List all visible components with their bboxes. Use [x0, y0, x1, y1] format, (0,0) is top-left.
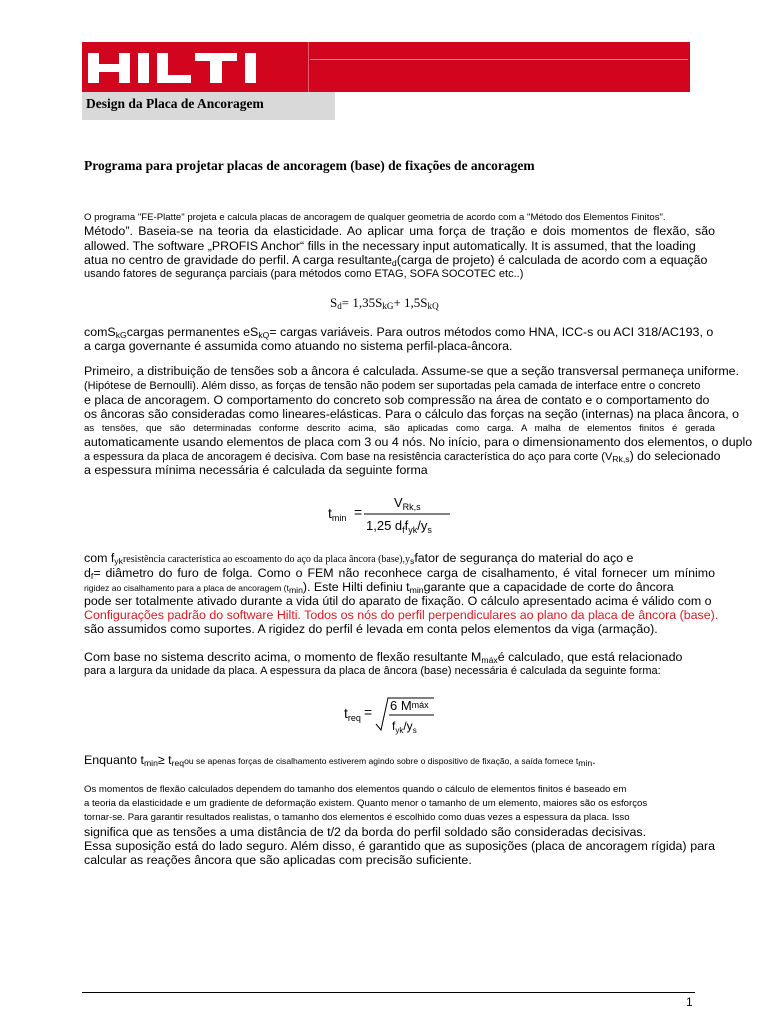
svg-text:1,25 dffyk/ys: 1,25 $d_ff_{yk}/y_s$	[366, 518, 432, 535]
p3-line-2: (Hipótese de Bernoulli). Além disso, as forças de tensão não podem ser suportadas pela camada de interface entre o concreto	[84, 380, 701, 392]
p4-line-1: com $f_{yk}resistência$ característica ao escoamento do aço da placa âncora $(base),y_sfator$ de segurança do material do aço e	[84, 551, 634, 566]
p7-line-5: Essa suposição está do lado seguro. Além disso, é garantido que as suposições (placa de ancoragem rígida) para	[84, 839, 715, 853]
p2-line-2: a carga governante é assumida como atuando no sistema perfil-placa-âncora.	[84, 339, 513, 353]
p1-line-3: allowed. The software „PROFIS Anchor“ fills in the necessary input automatically. It is assumed, that the loading	[84, 239, 696, 253]
p5-line-1: Com base no sistema descrito acima, o momento de flexão resultante $M_{máx}é$ calculado, que está relacionado	[84, 650, 683, 665]
p1-line-5: usando fatores de segurança parciais (para métodos como ETAG, SOFA SOCOTEC etc..)	[84, 268, 524, 280]
svg-text:=: =	[354, 504, 363, 520]
p3-line-8: a espessura mínima necessária é calculada da seguinte forma	[84, 463, 428, 477]
p4-line-5-highlight: Configurações padrão do software Hilti. Todos os nós do perfil perpendiculares ao plano da placa de âncora (base).	[84, 608, 719, 622]
p5-line-2: para a largura da unidade da placa. A espessura da placa de âncora (base) necessária é calculada da seguinte forma:	[84, 665, 661, 677]
hilti-logo	[88, 53, 278, 83]
p1-line-4: atua no centro de gravidade do perfil. A carga resultante$_d$(carga de projeto) é calculada de acordo com a equação	[84, 253, 708, 268]
equation-sd: $S_d= 1,35S_{kG}+ 1,5S_{kQ}$	[330, 295, 439, 311]
svg-text:treq: $t_{req}$	[344, 705, 361, 723]
footer-rule	[82, 992, 695, 993]
p3-line-3: e placa de ancoragem. O comportamento do concreto sob compressão na área de contato e o comportamento do	[84, 393, 710, 407]
page-title: Programa para projetar placas de ancoragem (base) de fixações de ancoragem	[84, 158, 535, 173]
svg-text:tmin: $t_{min}$	[328, 505, 347, 523]
svg-text:fyk/ys: $f_{yk}/y_s$	[392, 719, 417, 735]
p4-line-6: são assumidos como suportes. A rigidez do perfil é levada em conta pelos elementos da viga (armação).	[84, 622, 658, 636]
doc-label: Design da Placa de Ancoragem	[86, 96, 264, 111]
p4-line-4: pode ser totalmente ativado durante a vida útil do aparato de fixação. O cálculo apresentado acima é válido com o	[84, 594, 712, 608]
svg-text:=: =	[364, 704, 373, 720]
p7-line-6: calcular as reações âncora que são aplicadas com precisão suficiente.	[84, 853, 472, 867]
p3-line-1: Primeiro, a distribuição de tensões sob a âncora é calculada. Assume-se que a seção transversal permaneça uniforme.	[84, 364, 739, 378]
p6-line: Enquanto $t_{min}\ge t_{req}ou$ se apenas forças de cisalhamento estiverem agindo sobre o dispositivo de fixação, a saída fornece $t_{min}$.	[84, 753, 596, 768]
p3-line-4: os âncoras são consideradas como lineares-elásticas. Para o cálculo das forças na seção (internas) na placa âncora, o	[84, 407, 739, 421]
p7-line-2: a teoria da elasticidade e um gradiente de deformação existem. Quanto menor o tamanho de um elemento, maiores são os esforços	[84, 798, 648, 809]
p3-line-5: as tensões, que são determinadas conforme descrito acima, são aplicadas como carga. A malha de elementos finitos é gerada	[84, 423, 715, 434]
p7-line-1: Os momentos de flexão calculados dependem do tamanho dos elementos quando o cálculo de elementos finitos é baseado em	[84, 784, 627, 795]
p3-line-6: automaticamente usando elementos de placa com 3 ou 4 nós. No início, para o dimensionamento dos elementos, o duplo	[84, 435, 753, 449]
svg-text:VRk,s: $V_{Rk,s}$	[394, 495, 421, 512]
header-rule	[310, 59, 688, 60]
p1-line-2: Método”. Baseia-se na teoria da elasticidade. Ao aplicar uma força de tração e dois momentos de flexão, são	[84, 224, 715, 238]
p3-line-7: a espessura da placa de ancoragem é decisiva. Com base na resistência característica do aço para corte $(V_{Rk,s})$ do selecionado	[84, 449, 721, 464]
p4-line-3: rigidez ao cisalhamento para a placa de ancoragem $(t_{min})$. Este Hilti definiu $t_{min}garante$ que a capacidade de corte do âncora	[84, 580, 674, 595]
equation-treq	[320, 690, 460, 742]
p7-line-4: significa que as tensões a uma distância de t/2 da borda do perfil soldado são consideradas decisivas.	[84, 825, 647, 839]
header-divider	[308, 42, 309, 92]
p7-line-3: tornar-se. Para garantir resultados realistas, o tamanho dos elementos é escolhido como duas vezes a espessura da placa. Isso	[84, 812, 630, 823]
p2-line-1: comS$_{kG}$cargas permanentes $eS_{kQ}=$ cargas variáveis. Para outros métodos como HNA, ICC-s ou ACI 318/AC193, o	[84, 325, 714, 340]
equation-tmin	[320, 490, 460, 536]
page-number: 1	[686, 995, 693, 1009]
p4-line-2: $d_f=$ diâmetro do furo de folga. Como o FEM não reconhece carga de cisalhamento, é vital fornecer um mínimo	[84, 566, 715, 581]
svg-text:6 Mmáx: 6 Mmáx	[390, 698, 429, 713]
p1-line-1: O programa "FE-Platte" projeta e calcula placas de ancoragem de qualquer geometria de acordo com a "Método dos Elementos Finitos".	[84, 212, 666, 223]
